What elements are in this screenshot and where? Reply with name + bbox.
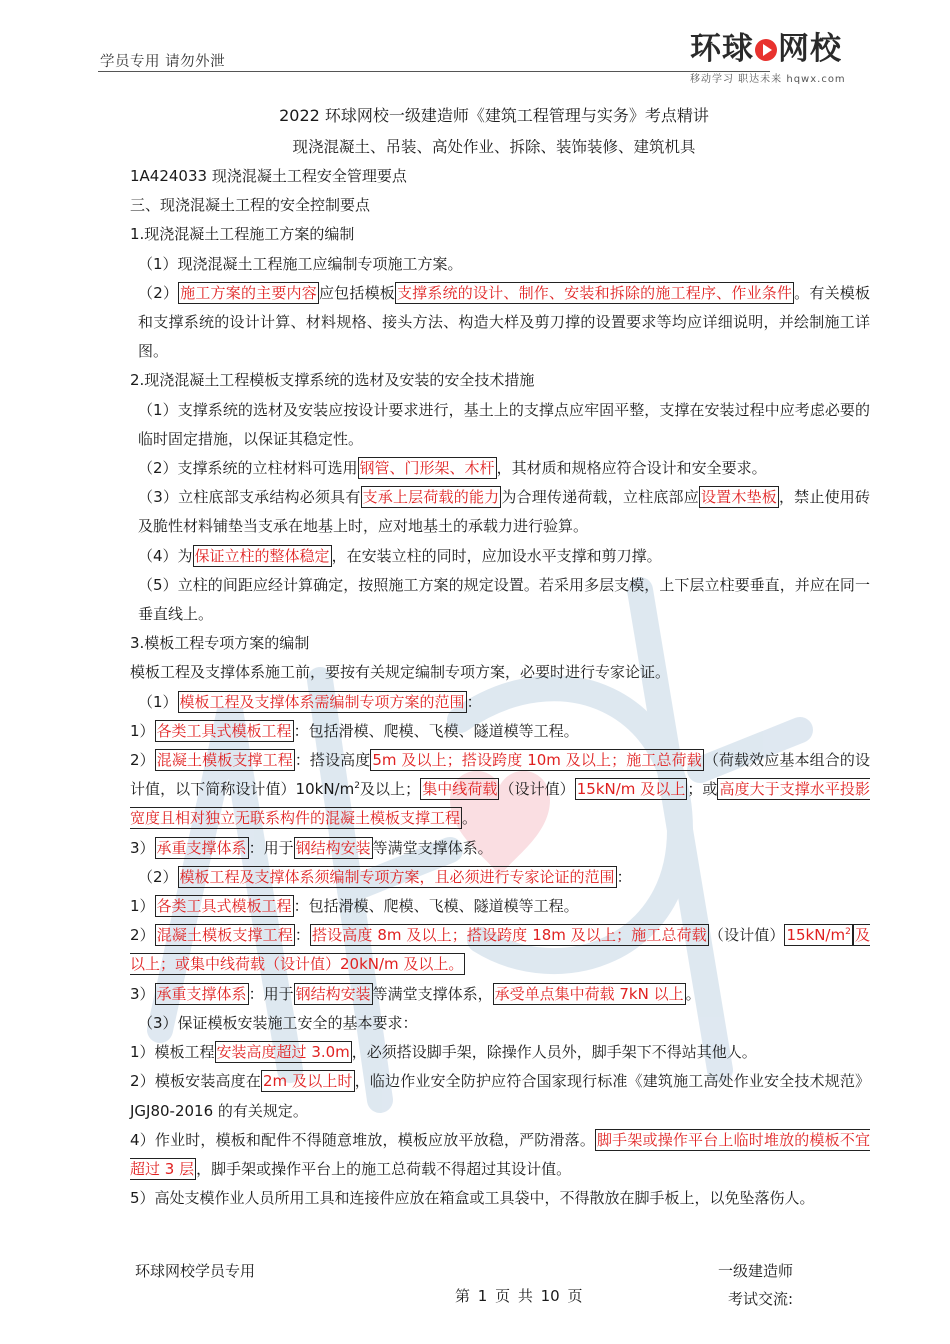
- header-divider: [98, 71, 770, 72]
- highlight-box: 2m 及以上时: [262, 1072, 353, 1091]
- highlight-box: 承重支撑体系: [156, 838, 247, 857]
- logo-slogan: 移动学习 职达未来 hqwx.com: [690, 74, 846, 85]
- document-body: [98, 100, 870, 1213]
- highlight-box: 支承上层荷载的能力: [362, 488, 500, 507]
- highlight-box: 支撑系统的设计、制作、安装和拆除的施工程序、作业条件: [396, 283, 793, 302]
- paragraph: 模板工程及支撑体系施工前，要按有关规定编制专项方案，必要时进行专家论证。: [130, 663, 671, 682]
- highlight-box: 承受单点集中荷载 7kN 以上: [494, 984, 684, 1003]
- highlight-box: 及以上；或集中线荷载（设计值）20kN/m 及以上。: [130, 926, 870, 974]
- highlight-box: 各类工具式模板工程: [156, 897, 292, 916]
- list-item: 2） 混凝土模板支撑工程 ：搭设高度 5m 及以上；搭设跨度 10m 及以上；施工总荷载 （荷载效应基本组合的设计值，以下简称设计值）$10kN/m^2$及以上； 集中线荷载 （设计值） 15kN/m 及以上 ；或 高度大于支撑水平投影宽度且相对独立无联系构件的混凝土模板支撑工程 。: [130, 751, 870, 828]
- footer-left-text: 环球网校学员专用: [135, 1262, 256, 1280]
- list-item: 2） 混凝土模板支撑工程 ： 搭设高度 8m 及以上；搭设跨度 18m 及以上；施工总荷载 （设计值） $15kN/m^2$ 及以上；或集中线荷载（设计值）20kN/m 及以上。: [130, 926, 870, 974]
- list-item: 1） 各类工具式模板工程 ：包括滑模、爬模、飞模、隧道模等工程。: [130, 897, 579, 916]
- paragraph: （3）立柱底部支承结构必须具有 支承上层荷载的能力 为合理传递荷载，立柱底部应 设置木垫板 ，禁止使用砖及脆性材料铺垫当支承在地基上时，应对地基土的承载力进行验算。: [138, 488, 870, 536]
- page-number: 第 1 页 共 10 页: [455, 1287, 583, 1305]
- highlight-box: 5m 及以上；搭设跨度 10m 及以上；施工总荷载: [372, 751, 702, 770]
- paragraph: （2）支撑系统的立柱材料可选用 钢管、门形架、木杆 ，其材质和规格应符合设计和安全要求。: [138, 459, 767, 478]
- highlight-box: 保证立柱的整体稳定: [194, 546, 330, 565]
- paragraph: （1） 模板工程及支撑体系需编制专项方案的范围 ：: [138, 692, 482, 711]
- highlight-box: 混凝土模板支撑工程: [156, 926, 293, 945]
- footer-right-text: 一级建造师: [718, 1262, 794, 1280]
- highlight-box: 钢结构安装: [295, 838, 371, 857]
- paragraph: （5）立柱的间距应经计算确定，按照施工方案的规定设置。若采用多层支模，上下层立柱要垂直，并应在同一垂直线上。: [138, 575, 870, 624]
- list-item: 1）模板工程 安装高度超过 3.0m ，必须搭设脚手架，除操作人员外，脚手架下不得站其他人。: [130, 1043, 757, 1062]
- highlight-box: 安装高度超过 3.0m: [216, 1043, 350, 1062]
- highlight-box: 高度大于支撑水平投影宽度且相对独立无联系构件的混凝土模板支撑工程: [130, 780, 870, 828]
- highlight-box: 钢管、门形架、木杆: [359, 459, 495, 478]
- header-left-text: 学员专用 请勿外泄: [100, 54, 226, 70]
- paragraph: （2） 模板工程及支撑体系须编制专项方案，且必须进行专家论证的范围 ：: [138, 867, 632, 886]
- page-subtitle: 现浇混凝土、吊装、高处作业、拆除、装饰装修、建筑机具: [292, 138, 696, 156]
- list-item: 5）高处支模作业人员所用工具和连接件应放在箱盒或工具袋中，不得散放在脚手板上，以免坠落伤人。: [130, 1189, 815, 1208]
- logo-wordmark: 环球 网校: [690, 31, 842, 67]
- highlight-box: 集中线荷载: [422, 780, 498, 799]
- section-heading: 三、现浇混凝土工程的安全控制要点: [130, 196, 371, 215]
- highlight-box: 搭设高度 8m 及以上；搭设跨度 18m 及以上；施工总荷载: [311, 926, 707, 945]
- list-item: 2）模板安装高度在 2m 及以上时 ，临边作业安全防护应符合国家现行标准《建筑施工高处作业安全技术规范》JGJ80-2016 的有关规定。: [130, 1072, 870, 1120]
- list-item: 3） 承重支撑体系 ：用于 钢结构安装 等满堂支撑体系。: [130, 838, 493, 857]
- subsection-heading: 1.现浇混凝土工程施工方案的编制: [130, 225, 355, 244]
- highlight-box: $15kN/m^2$: [786, 926, 851, 945]
- highlight-box: 模板工程及支撑体系需编制专项方案的范围: [179, 692, 465, 711]
- list-item: 3） 承重支撑体系 ：用于 钢结构安装 等满堂支撑体系， 承受单点集中荷载 7kN 以上 。: [130, 984, 701, 1003]
- paragraph: （2） 施工方案的主要内容 应包括模板 支撑系统的设计、制作、安装和拆除的施工程序、作业条件 。有关模板和支撑系统的设计计算、材料规格、接头方法、构造大样及剪刀撑的设置要求等均应详细说明，并绘制施工详图。: [138, 283, 870, 361]
- paragraph: （1）支撑系统的选材及安装应按设计要求进行，基土上的支撑点应牢固平整，支撑在安装过程中应考虑必要的临时固定措施，以保证其稳定性。: [138, 400, 870, 448]
- highlight-box: 模板工程及支撑体系须编制专项方案，且必须进行专家论证的范围: [179, 867, 615, 886]
- paragraph: （3）保证模板安装施工安全的基本要求：: [138, 1013, 418, 1032]
- list-item: 4）作业时，模板和配件不得随意堆放，模板应放平放稳，严防滑落。 脚手架或操作平台上临时堆放的模板不宜超过 3 层 ，脚手架或操作平台上的施工总荷载不得超过其设计值。: [130, 1130, 870, 1178]
- paragraph: （1）现浇混凝土工程施工应编制专项施工方案。: [138, 254, 463, 273]
- highlight-box: 脚手架或操作平台上临时堆放的模板不宜超过 3 层: [130, 1130, 870, 1178]
- highlight-box: 钢结构安装: [295, 984, 371, 1003]
- footer-right-text: 考试交流:: [728, 1290, 794, 1308]
- highlight-box: 承重支撑体系: [156, 984, 247, 1003]
- paragraph: （4）为 保证立柱的整体稳定 ，在安装立柱的同时，应加设水平支撑和剪刀撑。: [138, 546, 662, 565]
- highlight-box: 各类工具式模板工程: [156, 721, 292, 740]
- section-code: 1A424033 现浇混凝土工程安全管理要点: [130, 167, 407, 185]
- page-title: 2022 环球网校一级建造师《建筑工程管理与实务》考点精讲: [279, 106, 709, 125]
- play-icon: [755, 39, 777, 61]
- highlight-box: 施工方案的主要内容: [180, 283, 317, 302]
- subsection-heading: 3.模板工程专项方案的编制: [130, 634, 310, 653]
- logo: [690, 30, 865, 92]
- highlight-box: 设置木垫板: [700, 488, 777, 507]
- list-item: 1） 各类工具式模板工程 ：包括滑模、爬模、飞模、隧道模等工程。: [130, 721, 579, 740]
- highlight-box: 混凝土模板支撑工程: [156, 751, 293, 770]
- subsection-heading: 2.现浇混凝土工程模板支撑系统的选材及安装的安全技术措施: [130, 371, 535, 390]
- highlight-box: 15kN/m 及以上: [576, 780, 686, 799]
